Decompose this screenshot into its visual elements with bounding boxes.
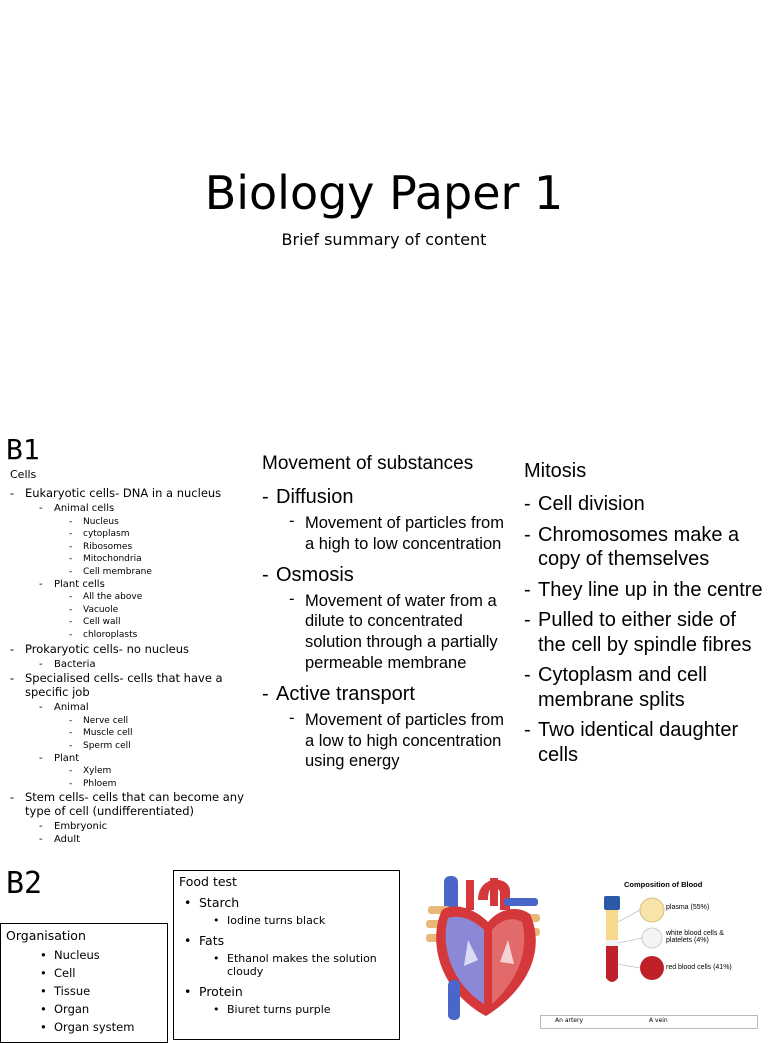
outline-item: - Stem cells- cells that can become any type of cell (undifferentiated) (10, 790, 262, 818)
outline-item: - Prokaryotic cells- no nucleus (10, 642, 262, 656)
mitosis-heading: Mitosis (524, 460, 587, 482)
movement-detail: - Movement of water from a dilute to concentrated solution through a partially permeable membrane (262, 591, 512, 674)
plasma-label: plasma (55%) (666, 904, 710, 911)
movement-heading: Movement of substances (262, 453, 474, 474)
movement-topic: - Active transport (262, 682, 512, 706)
red-cells-label: red blood cells (41%) (666, 964, 732, 971)
outline-item: - All the above (10, 591, 262, 604)
white-cell-layer (606, 940, 618, 946)
outline-item: - Plant (10, 753, 262, 766)
outline-item: - Phloem (10, 778, 262, 791)
plasma-layer (606, 910, 618, 940)
outline-item: - cytoplasm (10, 528, 262, 541)
movement-detail: - Movement of particles from a low to high concentration using energy (262, 710, 512, 772)
page-title: Biology Paper 1 (204, 166, 564, 220)
outline-item: - Cell wall (10, 616, 262, 629)
organisation-title: Organisation (6, 928, 86, 943)
mitosis-step: - Two identical daughter cells (524, 718, 768, 767)
food-test-result: • Ethanol makes the solution cloudy (179, 952, 394, 978)
outline-item: - Embryonic (10, 821, 262, 834)
outline-item: - Adult (10, 834, 262, 847)
blood-title: Composition of Blood (624, 880, 703, 889)
outline-item: - Eukaryotic cells- DNA in a nucleus (10, 486, 262, 500)
organisation-item: • Organ system (6, 1018, 162, 1036)
artery-label: An artery (555, 1017, 584, 1024)
food-test-list (179, 895, 394, 1016)
outline-item: - Mitochondria (10, 553, 262, 566)
mitosis-step: - Cell division (524, 492, 768, 517)
wbc-circle (642, 928, 662, 948)
food-test-name: • Starch (179, 895, 394, 911)
inferior-vena-cava (448, 980, 460, 1020)
red-cell-layer (606, 946, 618, 982)
cells-label: Cells (10, 468, 37, 481)
mitosis-list (524, 492, 768, 773)
page-subtitle: Brief summary of content (281, 230, 487, 249)
movement-topic: - Osmosis (262, 563, 512, 587)
b1-heading: B1 (6, 433, 40, 466)
outline-item: - Specialised cells- cells that have a specific job (10, 671, 262, 699)
outline-item: - chloroplasts (10, 629, 262, 642)
organisation-item: • Cell (6, 964, 162, 982)
artery-vein-figure (540, 1015, 758, 1029)
food-test-result: • Iodine turns black (179, 914, 394, 927)
food-test-title: Food test (179, 874, 237, 889)
rbc-circle (640, 956, 664, 980)
food-test-name: • Fats (179, 933, 394, 949)
plasma-circle (640, 898, 664, 922)
outline-item: - Muscle cell (10, 727, 262, 740)
white-cells-label: white blood cells & platelets (4%) (666, 930, 724, 944)
food-test-box (173, 870, 400, 1040)
outline-item: - Nerve cell (10, 715, 262, 728)
vein-label: A vein (649, 1017, 668, 1024)
mitosis-step: - Cytoplasm and cell membrane splits (524, 663, 768, 712)
tube-cap (604, 896, 620, 910)
mitosis-step: - Chromosomes make a copy of themselves (524, 523, 768, 572)
outline-item: - Xylem (10, 765, 262, 778)
outline-item: - Cell membrane (10, 566, 262, 579)
outline-item: - Bacteria (10, 659, 262, 672)
outline-item: - Animal cells (10, 503, 262, 516)
organisation-box (0, 923, 168, 1043)
movement-topic: - Diffusion (262, 485, 512, 509)
organisation-item: • Organ (6, 1000, 162, 1018)
b1-cell-outline (10, 486, 262, 846)
b2-heading: B2 (6, 866, 43, 901)
heart-diagram (408, 870, 566, 1024)
movement-list (262, 485, 512, 780)
outline-item: - Ribosomes (10, 541, 262, 554)
outline-item: - Plant cells (10, 579, 262, 592)
movement-detail: - Movement of particles from a high to low concentration (262, 513, 512, 555)
organisation-item: • Nucleus (6, 946, 162, 964)
food-test-name: • Protein (179, 984, 394, 1000)
mitosis-step: - Pulled to either side of the cell by spindle fibres (524, 608, 768, 657)
organisation-list (6, 946, 162, 1036)
blood-composition-figure (600, 876, 750, 986)
food-test-result: • Biuret turns purple (179, 1003, 394, 1016)
outline-item: - Vacuole (10, 604, 262, 617)
outline-item: - Animal (10, 702, 262, 715)
outline-item: - Nucleus (10, 516, 262, 529)
organisation-item: • Tissue (6, 982, 162, 1000)
mitosis-step: - They line up in the centre (524, 578, 768, 603)
outline-item: - Sperm cell (10, 740, 262, 753)
